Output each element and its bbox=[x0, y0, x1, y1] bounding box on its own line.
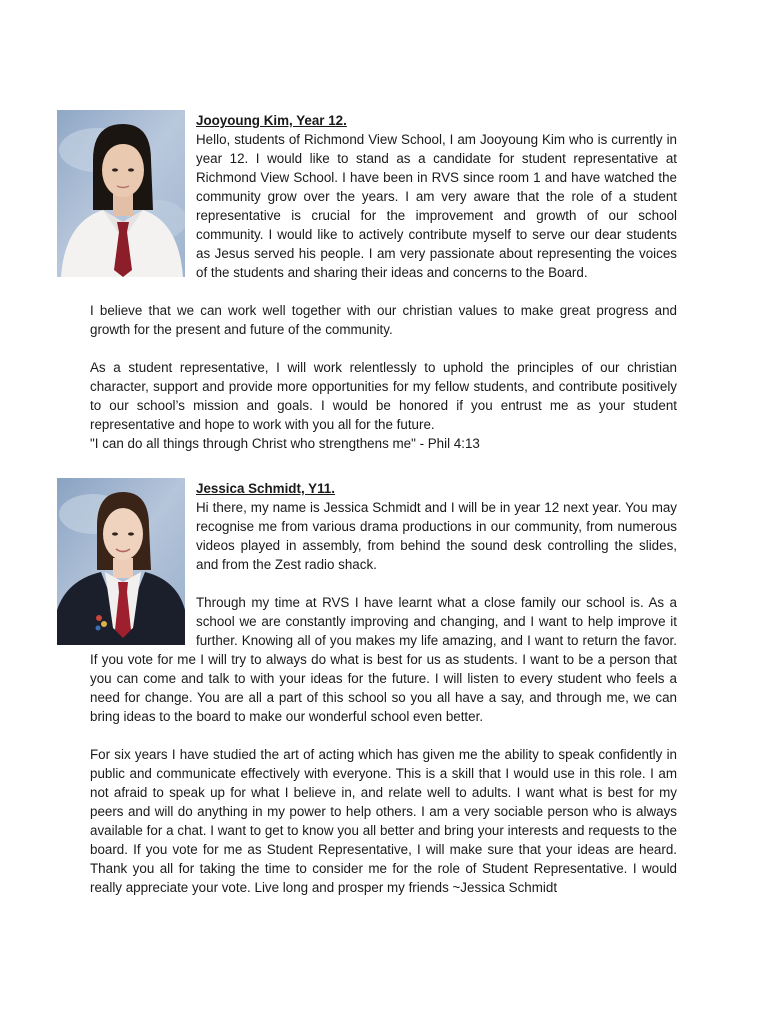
values-paragraph: I believe that we can work well together with our christian values to make great progress and growth for the present and future of the community. bbox=[90, 303, 677, 337]
candidate-section-jooyoung-kim bbox=[90, 110, 677, 453]
candidate-name: Jessica Schmidt, Y11. bbox=[196, 481, 335, 496]
bible-quote: "I can do all things through Christ who strengthens me" - Phil 4:13 bbox=[90, 436, 480, 451]
acting-skills-paragraph: For six years I have studied the art of acting which has given me the ability to speak confidently in public and communicate effectively with everyone. This is a skill that I would use in this role. I am not afraid to speak up for what I believe in, and relate well to adults. I want what is best for my peers and will do anything in my power to help others. I am a very sociable person who is always available for a chat. I want to get to know you all better and bring your interests and requests to the board. If you vote for me as Student Representative, I will make sure that your ideas are heard. Thank you all for taking the time to consider me for the role of Student Representative. I would really appreciate your vote. Live long and prosper my friends ~Jessica Schmidt bbox=[90, 747, 677, 895]
commitment-paragraph: As a student representative, I will work relentlessly to uphold the principles of our christian character, support and provide more opportunities for my fellow students, and contribute positively to our school’s mission and goals. I would be honored if you entrust me as your student representative and hope to work with you all for the future. bbox=[90, 360, 677, 432]
candidate-name: Jooyoung Kim, Year 12. bbox=[196, 113, 347, 128]
intro-paragraph: Hi there, my name is Jessica Schmidt and I will be in year 12 next year. You may recognise me from various drama productions in our community, from numerous videos played in assembly, from behind the sound desk controlling the slides, and from the Zest radio shack. bbox=[196, 500, 677, 572]
school-family-paragraph: Through my time at RVS I have learnt what a close family our school is. As a school we are constantly improving and changing, and I want to help improve it further. Knowing all of you makes my life amazing, and I want to return the favor. If you vote for me I will try to always do what is best for us as students. I want to be a person that you can come and talk to with your ideas for the future. I will listen to every student who feels a need for change. You are all a part of this school so you all have a say, and through me, we can bring ideas to the board to make our wonderful school even better. bbox=[90, 595, 677, 724]
intro-paragraph: Hello, students of Richmond View School, I am Jooyoung Kim who is currently in year 12. I would like to stand as a candidate for student representative at Richmond View School. I have been in RVS since room 1 and have watched the community grow over the years. I am very aware that the role of a student representative is crucial for the improvement and growth of our school community. I would like to actively contribute myself to serve our dear students as Jesus served his people. I am very passionate about representing the voices of the students and sharing their ideas and concerns to the Board. bbox=[196, 132, 677, 280]
candidate-photo-jooyoung-kim bbox=[57, 110, 185, 277]
candidate-photo-jessica-schmidt bbox=[57, 478, 185, 645]
candidate-section-jessica-schmidt bbox=[90, 478, 677, 897]
